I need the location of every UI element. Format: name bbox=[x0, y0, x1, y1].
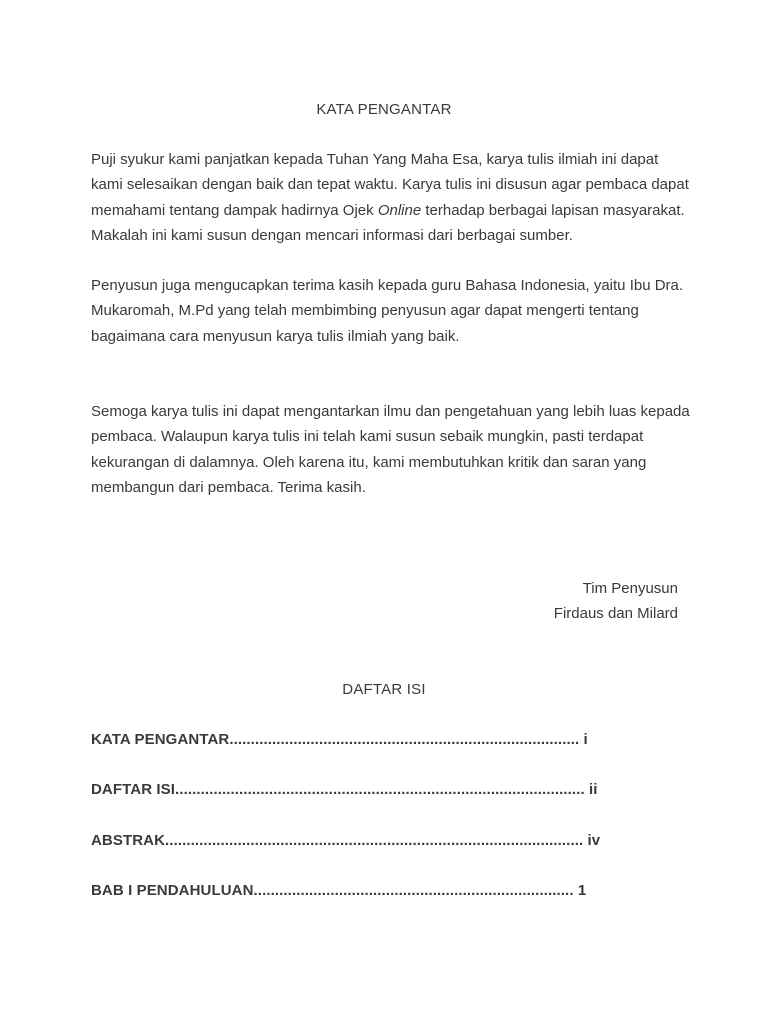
paragraph-1-italic-term: Online bbox=[377, 201, 422, 219]
toc-entry-kata-pengantar: KATA PENGANTAR.................................................................................. i bbox=[91, 731, 588, 748]
paragraph-2-text: Penyusun juga mengucapkan terima kasih kepada guru Bahasa Indonesia, yaitu Ibu Dra. Mukaromah, M.Pd yang telah membimbing penyusun agar dapat mengerti tentang bagaimana cara menyusun karya tulis ilmiah yang baik. bbox=[91, 277, 684, 345]
kata-pengantar-paragraph-3 bbox=[91, 399, 691, 500]
kata-pengantar-paragraph-1 bbox=[91, 147, 691, 248]
toc-entry-bab-i-pendahuluan: BAB I PENDAHULUAN........................................................................... 1 bbox=[91, 882, 587, 899]
toc-entry-daftar-isi: DAFTAR ISI................................................................................................ ii bbox=[91, 781, 598, 798]
kata-pengantar-heading: KATA PENGANTAR bbox=[316, 101, 452, 118]
signature-block bbox=[554, 576, 678, 626]
paragraph-3-text: Semoga karya tulis ini dapat mengantarkan ilmu dan pengetahuan yang lebih luas kepada pembaca. Walaupun karya tulis ini telah kami susun sebaik mungkin, pasti terdapat kekurangan di dalamnya. Oleh karena itu, kami membutuhkan kritik dan saran yang membangun dari pembaca. Terima kasih. bbox=[91, 403, 690, 496]
paragraph-1-text-end: terhadap berbagai lapisan masyarakat. Makalah ini kami susun dengan mencari informasi dari berbagai sumber. bbox=[91, 201, 685, 244]
kata-pengantar-paragraph-2 bbox=[91, 273, 691, 349]
toc-entry-abstrak: ABSTRAK.................................................................................................. iv bbox=[91, 832, 601, 849]
signature-line-team: Tim Penyusun bbox=[582, 580, 678, 597]
signature-line-names: Firdaus dan Milard bbox=[553, 605, 678, 622]
paragraph-1-text-start: Puji syukur kami panjatkan kepada Tuhan Yang Maha Esa, karya tulis ilmiah ini dapat kami selesaikan dengan baik dan tepat waktu. Karya tulis ini disusun agar pembaca dapat memahami tentang dampak hadirnya Ojek bbox=[91, 151, 689, 219]
daftar-isi-heading: DAFTAR ISI bbox=[342, 681, 426, 698]
